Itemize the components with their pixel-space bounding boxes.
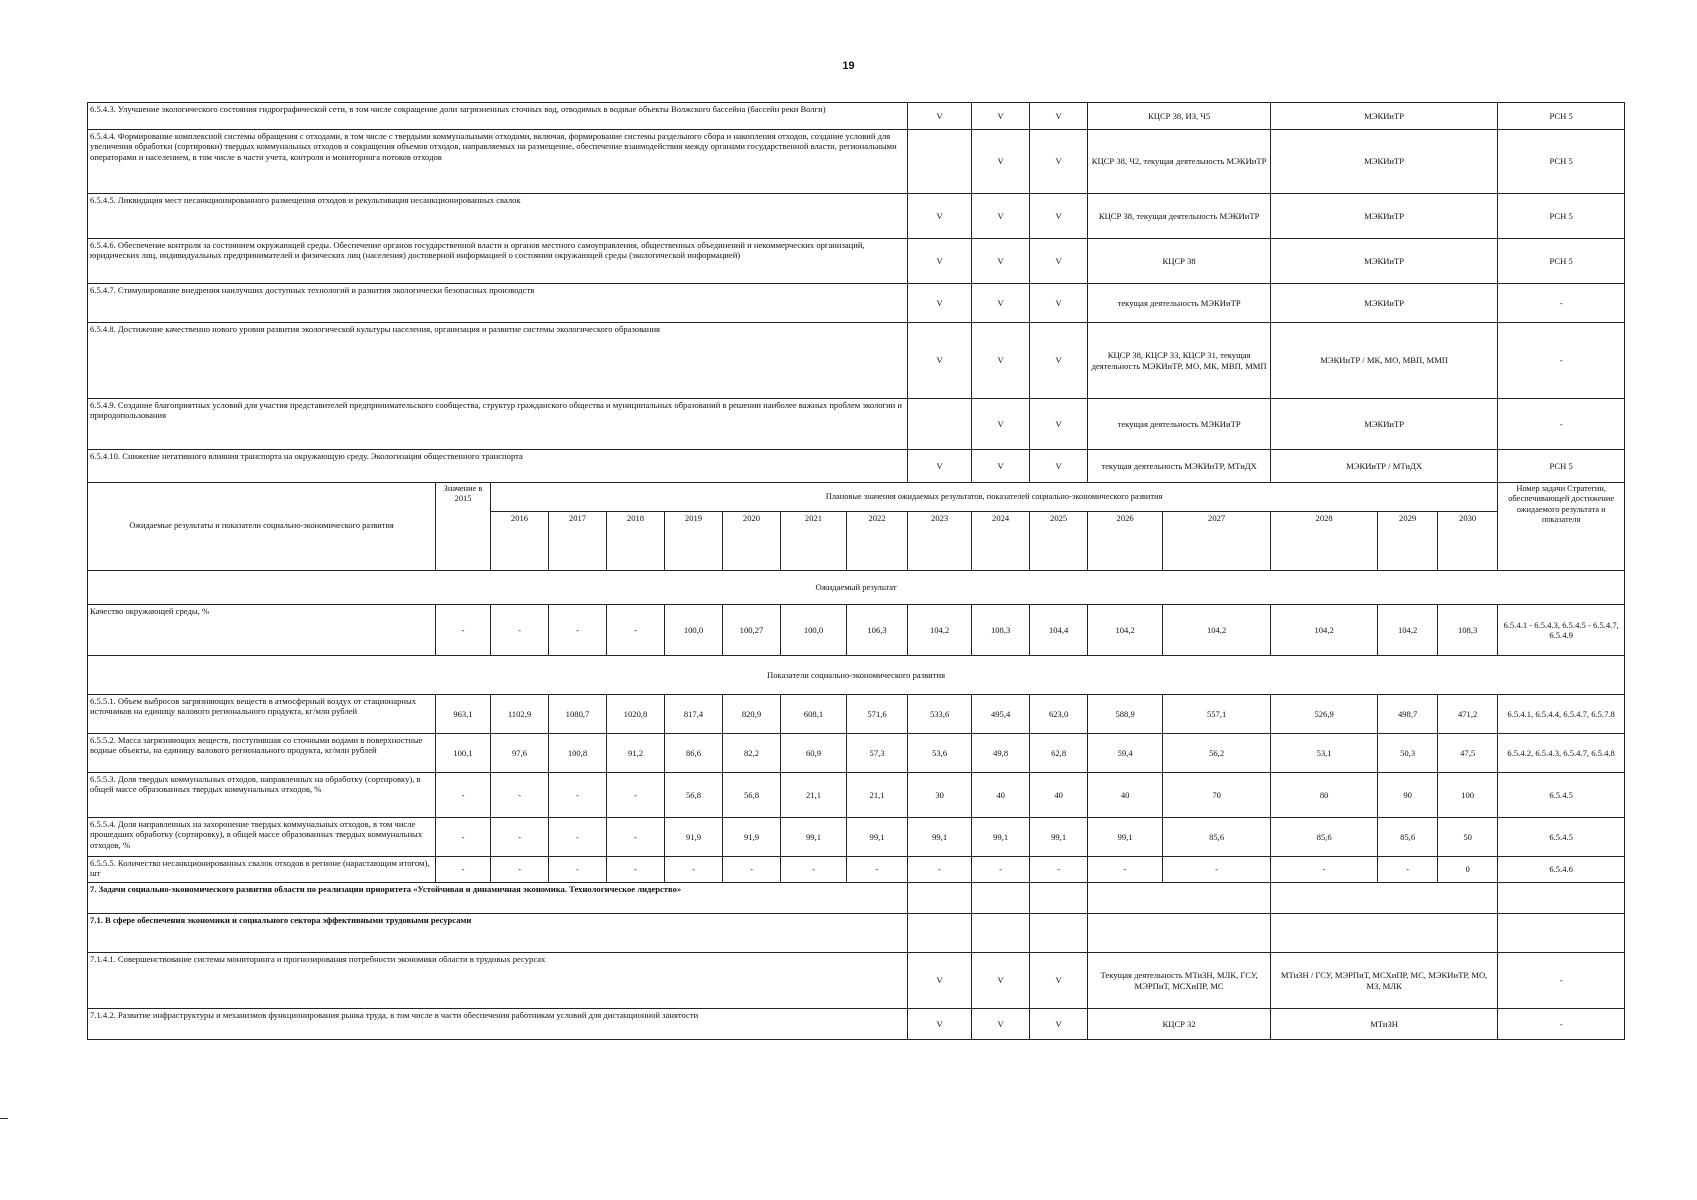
task-number-header: Номер задачи Стратегии, обеспечивающей достижение ожидаемого результата и показателя bbox=[1498, 483, 1625, 571]
funding-sources: текущая деятельность МЭКИиТР bbox=[1088, 399, 1271, 450]
value-cell: 86,6 bbox=[665, 734, 723, 773]
code: - bbox=[1498, 953, 1625, 1009]
section-7-title: 7. Задачи социально-экономического развития области по реализации приоритета «Устойчивая и динамичная экономика. Технологическое лидерство» bbox=[88, 883, 908, 914]
funding-sources: КЦСР 38, текущая деятельность МЭКИиТР bbox=[1088, 194, 1271, 239]
mark-cell-3: V bbox=[1030, 1009, 1088, 1040]
value-cell: 471,2 bbox=[1438, 695, 1498, 734]
year-header: 2029 bbox=[1378, 512, 1438, 571]
measure-row bbox=[88, 103, 1625, 130]
value-2015: 963,1 bbox=[436, 695, 491, 734]
indicators-header-row bbox=[88, 483, 1625, 512]
mark-cell-1 bbox=[908, 399, 972, 450]
value-cell: 100,0 bbox=[665, 605, 723, 656]
value-cell: 91,9 bbox=[665, 818, 723, 857]
mark-cell-1: V bbox=[908, 194, 972, 239]
value-cell: 99,1 bbox=[972, 818, 1030, 857]
mark-cell-2: V bbox=[972, 1009, 1030, 1040]
measure-text: 6.5.4.3. Улучшение экологического состояния гидрографической сети, в том числе сокращение доли загрязненных сточных вод, отводимых в водные объекты Волжского бассейна (бассейн реки Волги) bbox=[88, 103, 908, 130]
expected-result-title: Ожидаемый результат bbox=[88, 571, 1625, 605]
code: РСН 5 bbox=[1498, 103, 1625, 130]
value-cell: 1080,7 bbox=[549, 695, 607, 734]
value-cell: - bbox=[972, 857, 1030, 883]
mark-cell-2: V bbox=[972, 953, 1030, 1009]
value-cell: 104,2 bbox=[908, 605, 972, 656]
value-cell: - bbox=[847, 857, 908, 883]
value-cell: 53,6 bbox=[908, 734, 972, 773]
indicator-row bbox=[88, 605, 1625, 656]
value-cell: 91,2 bbox=[607, 734, 665, 773]
value-cell: - bbox=[1271, 857, 1378, 883]
value-cell: - bbox=[549, 818, 607, 857]
value-cell: - bbox=[607, 605, 665, 656]
year-header: 2026 bbox=[1088, 512, 1163, 571]
task-numbers: 6.5.4.5 bbox=[1498, 773, 1625, 818]
empty-cell bbox=[1498, 914, 1625, 953]
results-header: Ожидаемые результаты и показатели социально-экономического развития bbox=[88, 483, 436, 571]
executor: МЭКИиТР bbox=[1271, 239, 1498, 284]
indicator-label: 6.5.5.4. Доля направленных на захоронение твердых коммунальных отходов, в том числе прошедших обработку (сортировку), в общей массе образованных твердых коммунальных отходов, % bbox=[88, 818, 436, 857]
mark-cell-2: V bbox=[972, 399, 1030, 450]
empty-cell bbox=[908, 883, 972, 914]
empty-cell bbox=[1030, 883, 1088, 914]
value-cell: 59,4 bbox=[1088, 734, 1163, 773]
value-cell: 49,8 bbox=[972, 734, 1030, 773]
code: - bbox=[1498, 1009, 1625, 1040]
year-header: 2019 bbox=[665, 512, 723, 571]
measure-row bbox=[88, 130, 1625, 194]
value-cell: 57,3 bbox=[847, 734, 908, 773]
funding-sources: текущая деятельность МЭКИиТР, МТиДХ bbox=[1088, 450, 1271, 483]
code: РСН 5 bbox=[1498, 194, 1625, 239]
task-numbers: 6.5.4.6 bbox=[1498, 857, 1625, 883]
funding-sources: КЦСР 38 bbox=[1088, 239, 1271, 284]
value-cell: 99,1 bbox=[908, 818, 972, 857]
value-2015-header: Значение в 2015 bbox=[436, 483, 491, 571]
value-cell: 80 bbox=[1271, 773, 1378, 818]
value-cell: 85,6 bbox=[1378, 818, 1438, 857]
code: РСН 5 bbox=[1498, 450, 1625, 483]
year-header: 2020 bbox=[723, 512, 781, 571]
mark-cell-2: V bbox=[972, 103, 1030, 130]
indicator-label: Качество окружающей среды, % bbox=[88, 605, 436, 656]
executor: МТиЗН bbox=[1271, 1009, 1498, 1040]
year-header: 2016 bbox=[491, 512, 549, 571]
year-header: 2021 bbox=[781, 512, 847, 571]
executor: МТиЗН / ГСУ, МЭРПиТ, МСХиПР, МС, МЭКИиТР, МО, МЗ, МЛК bbox=[1271, 953, 1498, 1009]
empty-cell bbox=[972, 883, 1030, 914]
indicators-title: Показатели социально-экономического развития bbox=[88, 656, 1625, 695]
value-cell: - bbox=[491, 773, 549, 818]
mark-cell-2: V bbox=[972, 194, 1030, 239]
value-cell: 100,8 bbox=[549, 734, 607, 773]
year-header: 2022 bbox=[847, 512, 908, 571]
measure-text: 6.5.4.7. Стимулирование внедрения наилучших доступных технологий и развития экологически безопасных производств bbox=[88, 284, 908, 323]
value-cell: 106,3 bbox=[847, 605, 908, 656]
value-cell: 571,6 bbox=[847, 695, 908, 734]
value-cell: 50 bbox=[1438, 818, 1498, 857]
indicator-row bbox=[88, 857, 1625, 883]
measure-text: 6.5.4.6. Обеспечение контроля за состоянием окружающей среды. Обеспечение органов государственной власти и органов местного самоуправления, общественных объединений и некоммерческих организаций, юридических лиц, индивидуальных предпринимателей и физических лиц (населения) достоверной информацией о состоянии окружающей среды (экологической информацией) bbox=[88, 239, 908, 284]
value-cell: 82,2 bbox=[723, 734, 781, 773]
measure-text: 6.5.4.8. Достижение качественно нового уровня развития экологической культуры населения, организация и развитие системы экологического образования bbox=[88, 323, 908, 399]
value-cell: - bbox=[723, 857, 781, 883]
indicator-row bbox=[88, 695, 1625, 734]
value-2015: - bbox=[436, 773, 491, 818]
indicator-row bbox=[88, 773, 1625, 818]
value-cell: 40 bbox=[1088, 773, 1163, 818]
measure-row bbox=[88, 953, 1625, 1009]
mark-cell-1: V bbox=[908, 284, 972, 323]
section-heading-row bbox=[88, 883, 1625, 914]
mark-cell-1: V bbox=[908, 239, 972, 284]
section-heading-row bbox=[88, 914, 1625, 953]
mark-cell-3: V bbox=[1030, 399, 1088, 450]
value-cell: 99,1 bbox=[781, 818, 847, 857]
value-cell: 817,4 bbox=[665, 695, 723, 734]
value-cell: 1020,8 bbox=[607, 695, 665, 734]
page-number: 19 bbox=[842, 60, 855, 72]
mark-cell-1: V bbox=[908, 323, 972, 399]
mark-cell-1: V bbox=[908, 1009, 972, 1040]
value-cell: - bbox=[549, 605, 607, 656]
indicator-label: 6.5.5.5. Количество несанкционированных свалок отходов в регионе (нарастающим итогом), шт bbox=[88, 857, 436, 883]
funding-sources: КЦСР 38, ИЗ, Ч5 bbox=[1088, 103, 1271, 130]
value-cell: - bbox=[781, 857, 847, 883]
section-row bbox=[88, 571, 1625, 605]
value-cell: 90 bbox=[1378, 773, 1438, 818]
value-2015: - bbox=[436, 605, 491, 656]
strategy-table bbox=[87, 102, 1625, 1040]
value-cell: 100,27 bbox=[723, 605, 781, 656]
mark-cell-3: V bbox=[1030, 450, 1088, 483]
value-cell: 62,8 bbox=[1030, 734, 1088, 773]
section-row bbox=[88, 656, 1625, 695]
indicator-row bbox=[88, 818, 1625, 857]
value-cell: 608,1 bbox=[781, 695, 847, 734]
empty-cell bbox=[1088, 883, 1271, 914]
value-cell: 70 bbox=[1163, 773, 1271, 818]
value-cell: - bbox=[607, 857, 665, 883]
value-cell: - bbox=[1088, 857, 1163, 883]
year-header: 2025 bbox=[1030, 512, 1088, 571]
code: РСН 5 bbox=[1498, 239, 1625, 284]
year-header: 2027 bbox=[1163, 512, 1271, 571]
value-cell: - bbox=[549, 857, 607, 883]
mark-cell-1: V bbox=[908, 103, 972, 130]
value-cell: 526,9 bbox=[1271, 695, 1378, 734]
mark-cell-1 bbox=[908, 130, 972, 194]
value-cell: - bbox=[908, 857, 972, 883]
value-cell: 99,1 bbox=[1088, 818, 1163, 857]
value-cell: - bbox=[549, 773, 607, 818]
value-2015: 100,1 bbox=[436, 734, 491, 773]
value-cell: 85,6 bbox=[1271, 818, 1378, 857]
value-cell: - bbox=[1030, 857, 1088, 883]
value-cell: 91,9 bbox=[723, 818, 781, 857]
value-cell: 104,2 bbox=[1163, 605, 1271, 656]
year-header: 2028 bbox=[1271, 512, 1378, 571]
mark-cell-3: V bbox=[1030, 953, 1088, 1009]
mark-cell-3: V bbox=[1030, 323, 1088, 399]
year-header: 2030 bbox=[1438, 512, 1498, 571]
mark-cell-1: V bbox=[908, 450, 972, 483]
value-cell: 40 bbox=[1030, 773, 1088, 818]
empty-cell bbox=[908, 914, 972, 953]
value-cell: 30 bbox=[908, 773, 972, 818]
empty-cell bbox=[1030, 914, 1088, 953]
value-cell: 820,9 bbox=[723, 695, 781, 734]
funding-sources: КЦСР 32 bbox=[1088, 1009, 1271, 1040]
value-cell: 21,1 bbox=[781, 773, 847, 818]
value-cell: 108,3 bbox=[972, 605, 1030, 656]
value-cell: 104,4 bbox=[1030, 605, 1088, 656]
mark-cell-2: V bbox=[972, 239, 1030, 284]
value-cell: 40 bbox=[972, 773, 1030, 818]
task-numbers: 6.5.4.2, 6.5.4.3, 6.5.4.7, 6.5.4.8 bbox=[1498, 734, 1625, 773]
code: РСН 5 bbox=[1498, 130, 1625, 194]
value-cell: 557,1 bbox=[1163, 695, 1271, 734]
funding-sources: Текущая деятельность МТиЗН, МЛК, ГСУ, МЭРПиТ, МСХиПР, МС bbox=[1088, 953, 1271, 1009]
mark-cell-3: V bbox=[1030, 194, 1088, 239]
value-cell: 100 bbox=[1438, 773, 1498, 818]
value-2015: - bbox=[436, 857, 491, 883]
value-cell: 533,6 bbox=[908, 695, 972, 734]
measure-text: 6.5.4.5. Ликвидация мест несанкционированного размещения отходов и рекультивация несанкционированных свалок bbox=[88, 194, 908, 239]
value-cell: 108,3 bbox=[1438, 605, 1498, 656]
executor: МЭКИиТР / МТиДХ bbox=[1271, 450, 1498, 483]
value-cell: 97,6 bbox=[491, 734, 549, 773]
indicator-label: 6.5.5.1. Объем выбросов загрязняющих веществ в атмосферный воздух от стационарных источников на единицу валового регионального продукта, кг/млн рублей bbox=[88, 695, 436, 734]
year-header: 2017 bbox=[549, 512, 607, 571]
value-cell: 47,5 bbox=[1438, 734, 1498, 773]
measure-row bbox=[88, 239, 1625, 284]
value-cell: - bbox=[491, 857, 549, 883]
measure-row bbox=[88, 1009, 1625, 1040]
value-cell: - bbox=[607, 773, 665, 818]
mark-cell-3: V bbox=[1030, 284, 1088, 323]
executor: МЭКИиТР bbox=[1271, 103, 1498, 130]
value-cell: - bbox=[491, 605, 549, 656]
value-cell: - bbox=[607, 818, 665, 857]
value-cell: - bbox=[1378, 857, 1438, 883]
value-cell: - bbox=[665, 857, 723, 883]
code: - bbox=[1498, 323, 1625, 399]
executor: МЭКИиТР bbox=[1271, 399, 1498, 450]
measure-text: 6.5.4.9. Создание благоприятных условий для участия представителей предпринимательского сообщества, структур гражданского общества и муниципальных образований в решении наиболее важных проблем экологии и природопользования bbox=[88, 399, 908, 450]
measure-row bbox=[88, 194, 1625, 239]
value-cell: 56,8 bbox=[723, 773, 781, 818]
indicator-label: 6.5.5.2. Масса загрязняющих веществ, поступившая со сточными водами в поверхностные водные объекты, на единицу валового регионального продукта, кг/млн рублей bbox=[88, 734, 436, 773]
section-7-1-title: 7.1. В сфере обеспечения экономики и социального сектора эффективными трудовыми ресурсами bbox=[88, 914, 908, 953]
measure-row bbox=[88, 323, 1625, 399]
measure-text: 6.5.4.4. Формирование комплексной системы обращения с отходами, в том числе с твердыми коммунальными отходами, включая, формирование системы раздельного сбора и накопления отходов, создание условий для увеличения обработки (сортировки) твердых коммунальных отходов и сокращения объемов отходов, направляемых на размещение, обеспечение взаимодействия между органами государственной власти, региональными операторами и населением, в том числе в части учета, контроля и мониторинга потоков отходов bbox=[88, 130, 908, 194]
value-cell: - bbox=[491, 818, 549, 857]
empty-cell bbox=[1271, 883, 1498, 914]
executor: МЭКИиТР / МК, МО, МВП, ММП bbox=[1271, 323, 1498, 399]
value-cell: - bbox=[1163, 857, 1271, 883]
mark-cell-3: V bbox=[1030, 239, 1088, 284]
value-cell: 99,1 bbox=[847, 818, 908, 857]
mark-cell-2: V bbox=[972, 323, 1030, 399]
value-2015: - bbox=[436, 818, 491, 857]
value-cell: 56,2 bbox=[1163, 734, 1271, 773]
mark-cell-1: V bbox=[908, 953, 972, 1009]
planned-values-header: Плановые значения ожидаемых результатов, показателей социально-экономического развития bbox=[491, 483, 1498, 512]
value-cell: 21,1 bbox=[847, 773, 908, 818]
value-cell: 50,3 bbox=[1378, 734, 1438, 773]
empty-cell bbox=[1271, 914, 1498, 953]
mark-cell-2: V bbox=[972, 450, 1030, 483]
year-header: 2024 bbox=[972, 512, 1030, 571]
task-numbers: 6.5.4.1, 6.5.4.4, 6.5.4.7, 6.5.7.8 bbox=[1498, 695, 1625, 734]
value-cell: 56,8 bbox=[665, 773, 723, 818]
measure-text: 6.5.4.10. Снижение негативного влияния транспорта на окружающую среду. Экологизация общественного транспорта bbox=[88, 450, 908, 483]
year-header: 2023 bbox=[908, 512, 972, 571]
measure-row bbox=[88, 399, 1625, 450]
funding-sources: КЦСР 38, КЦСР 33, КЦСР 31, текущая деятельность МЭКИиТР, МО, МК, МВП, ММП bbox=[1088, 323, 1271, 399]
code: - bbox=[1498, 399, 1625, 450]
value-cell: 53,1 bbox=[1271, 734, 1378, 773]
value-cell: 623,0 bbox=[1030, 695, 1088, 734]
funding-sources: КЦСР 38, Ч2, текущая деятельность МЭКИиТР bbox=[1088, 130, 1271, 194]
value-cell: 498,7 bbox=[1378, 695, 1438, 734]
executor: МЭКИиТР bbox=[1271, 194, 1498, 239]
measure-text: 7.1.4.2. Развитие инфраструктуры и механизмов функционирования рынка труда, в том числе в части обеспечения работникам условий для дистанционной занятости bbox=[88, 1009, 908, 1040]
task-numbers: 6.5.4.5 bbox=[1498, 818, 1625, 857]
mark-cell-2: V bbox=[972, 284, 1030, 323]
value-cell: 85,6 bbox=[1163, 818, 1271, 857]
value-cell: 104,2 bbox=[1378, 605, 1438, 656]
value-cell: 1102,9 bbox=[491, 695, 549, 734]
empty-cell bbox=[1088, 914, 1271, 953]
executor: МЭКИиТР bbox=[1271, 130, 1498, 194]
margin-mark bbox=[0, 1118, 8, 1119]
indicator-label: 6.5.5.3. Доля твердых коммунальных отходов, направленных на обработку (сортировку), в общей массе образованных твердых коммунальных отходов, % bbox=[88, 773, 436, 818]
mark-cell-3: V bbox=[1030, 130, 1088, 194]
executor: МЭКИиТР bbox=[1271, 284, 1498, 323]
value-cell: 100,0 bbox=[781, 605, 847, 656]
empty-cell bbox=[972, 914, 1030, 953]
funding-sources: текущая деятельность МЭКИиТР bbox=[1088, 284, 1271, 323]
value-cell: 588,9 bbox=[1088, 695, 1163, 734]
measure-row bbox=[88, 450, 1625, 483]
value-cell: 60,9 bbox=[781, 734, 847, 773]
year-header: 2018 bbox=[607, 512, 665, 571]
empty-cell bbox=[1498, 883, 1625, 914]
indicator-row bbox=[88, 734, 1625, 773]
value-cell: 99,1 bbox=[1030, 818, 1088, 857]
task-numbers: 6.5.4.1 - 6.5.4.3, 6.5.4.5 - 6.5.4.7, 6.5.4.9 bbox=[1498, 605, 1625, 656]
value-cell: 104,2 bbox=[1088, 605, 1163, 656]
code: - bbox=[1498, 284, 1625, 323]
measure-text: 7.1.4.1. Совершенствование системы мониторинга и прогнозирования потребности экономики области в трудовых ресурсах bbox=[88, 953, 908, 1009]
value-cell: 104,2 bbox=[1271, 605, 1378, 656]
mark-cell-2: V bbox=[972, 130, 1030, 194]
value-cell: 0 bbox=[1438, 857, 1498, 883]
value-cell: 495,4 bbox=[972, 695, 1030, 734]
mark-cell-3: V bbox=[1030, 103, 1088, 130]
measure-row bbox=[88, 284, 1625, 323]
